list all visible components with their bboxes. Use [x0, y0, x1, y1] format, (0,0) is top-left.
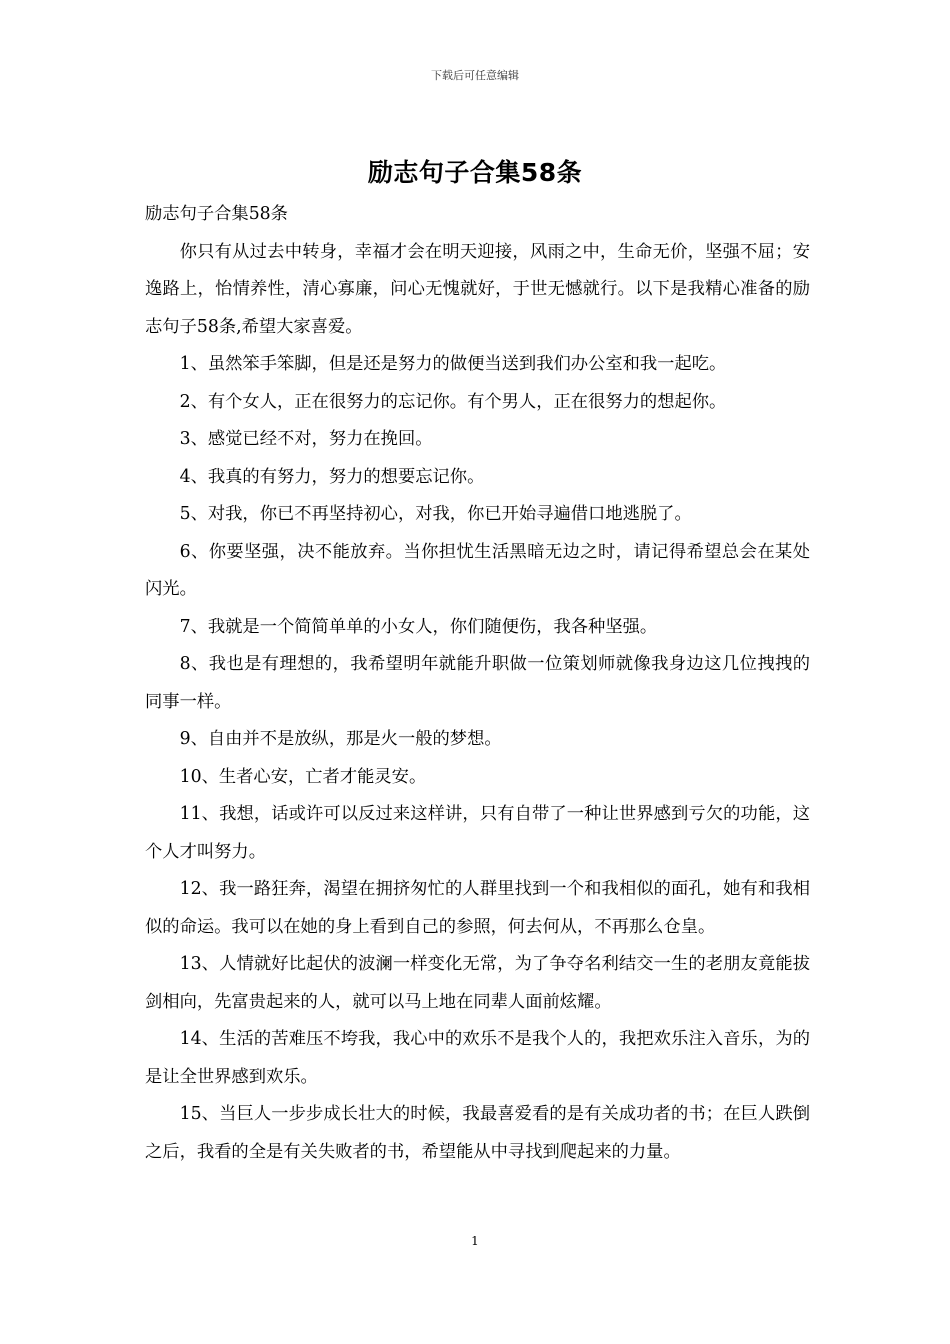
list-item: 4、我真的有努力，努力的想要忘记你。	[179, 466, 485, 487]
list-item: 5、对我，你已不再坚持初心，对我，你已开始寻遍借口地逃脱了。	[179, 504, 692, 524]
list-item: 14、生活的苦难压不垮我，我心中的欢乐不是我个人的，我把欢乐注入音乐，为的是让全世界感到欢乐。	[145, 1029, 810, 1087]
list-item: 13、人情就好比起伏的波澜一样变化无常，为了争夺名利结交一生的老朋友竟能拔剑相向，先富贵起来的人，就可以马上地在同辈人面前炫耀。	[145, 954, 810, 1012]
list-item: 7、我就是一个简简单单的小女人，你们随便伤，我各种坚强。	[179, 616, 658, 637]
document-title: 励志句子合集58条	[367, 158, 583, 187]
list-item: 11、我想，话或许可以反过来这样讲，只有自带了一种让世界感到亏欠的功能，这个人才叫努力。	[145, 804, 810, 862]
document-body	[145, 196, 810, 1171]
list-item: 1、虽然笨手笨脚，但是还是努力的做便当送到我们办公室和我一起吃。	[179, 354, 727, 374]
document-subtitle: 励志句子合集58条	[145, 204, 288, 224]
page-number: 1	[471, 1234, 479, 1248]
list-item: 12、我一路狂奔，渴望在拥挤匆忙的人群里找到一个和我相似的面孔，她有和我相似的命运。我可以在她的身上看到自己的参照，何去何从，不再那么仓皇。	[145, 879, 810, 937]
list-item: 3、感觉已经不对，努力在挽回。	[179, 429, 433, 449]
list-item: 15、当巨人一步步成长壮大的时候，我最喜爱看的是有关成功者的书；在巨人跌倒之后，我看的全是有关失败者的书，希望能从中寻找到爬起来的力量。	[145, 1104, 810, 1162]
header-note: 下载后可任意编辑	[431, 69, 519, 82]
list-item: 6、你要坚强，决不能放弃。当你担忧生活黑暗无边之时，请记得希望总会在某处闪光。	[145, 541, 810, 599]
intro-paragraph: 你只有从过去中转身，幸福才会在明天迎接，风雨之中，生命无价，坚强不屈；安逸路上，怡情养性，清心寡廉，问心无愧就好，于世无憾就行。以下是我精心准备的励志句子58条,希望大家喜爱。	[145, 241, 810, 337]
list-item: 9、自由并不是放纵，那是火一般的梦想。	[179, 729, 502, 749]
list-item: 2、有个女人，正在很努力的忘记你。有个男人，正在很努力的想起你。	[179, 391, 727, 412]
list-item: 10、生者心安，亡者才能灵安。	[179, 766, 427, 787]
list-item: 8、我也是有理想的，我希望明年就能升职做一位策划师就像我身边这几位拽拽的同事一样。	[145, 654, 810, 712]
